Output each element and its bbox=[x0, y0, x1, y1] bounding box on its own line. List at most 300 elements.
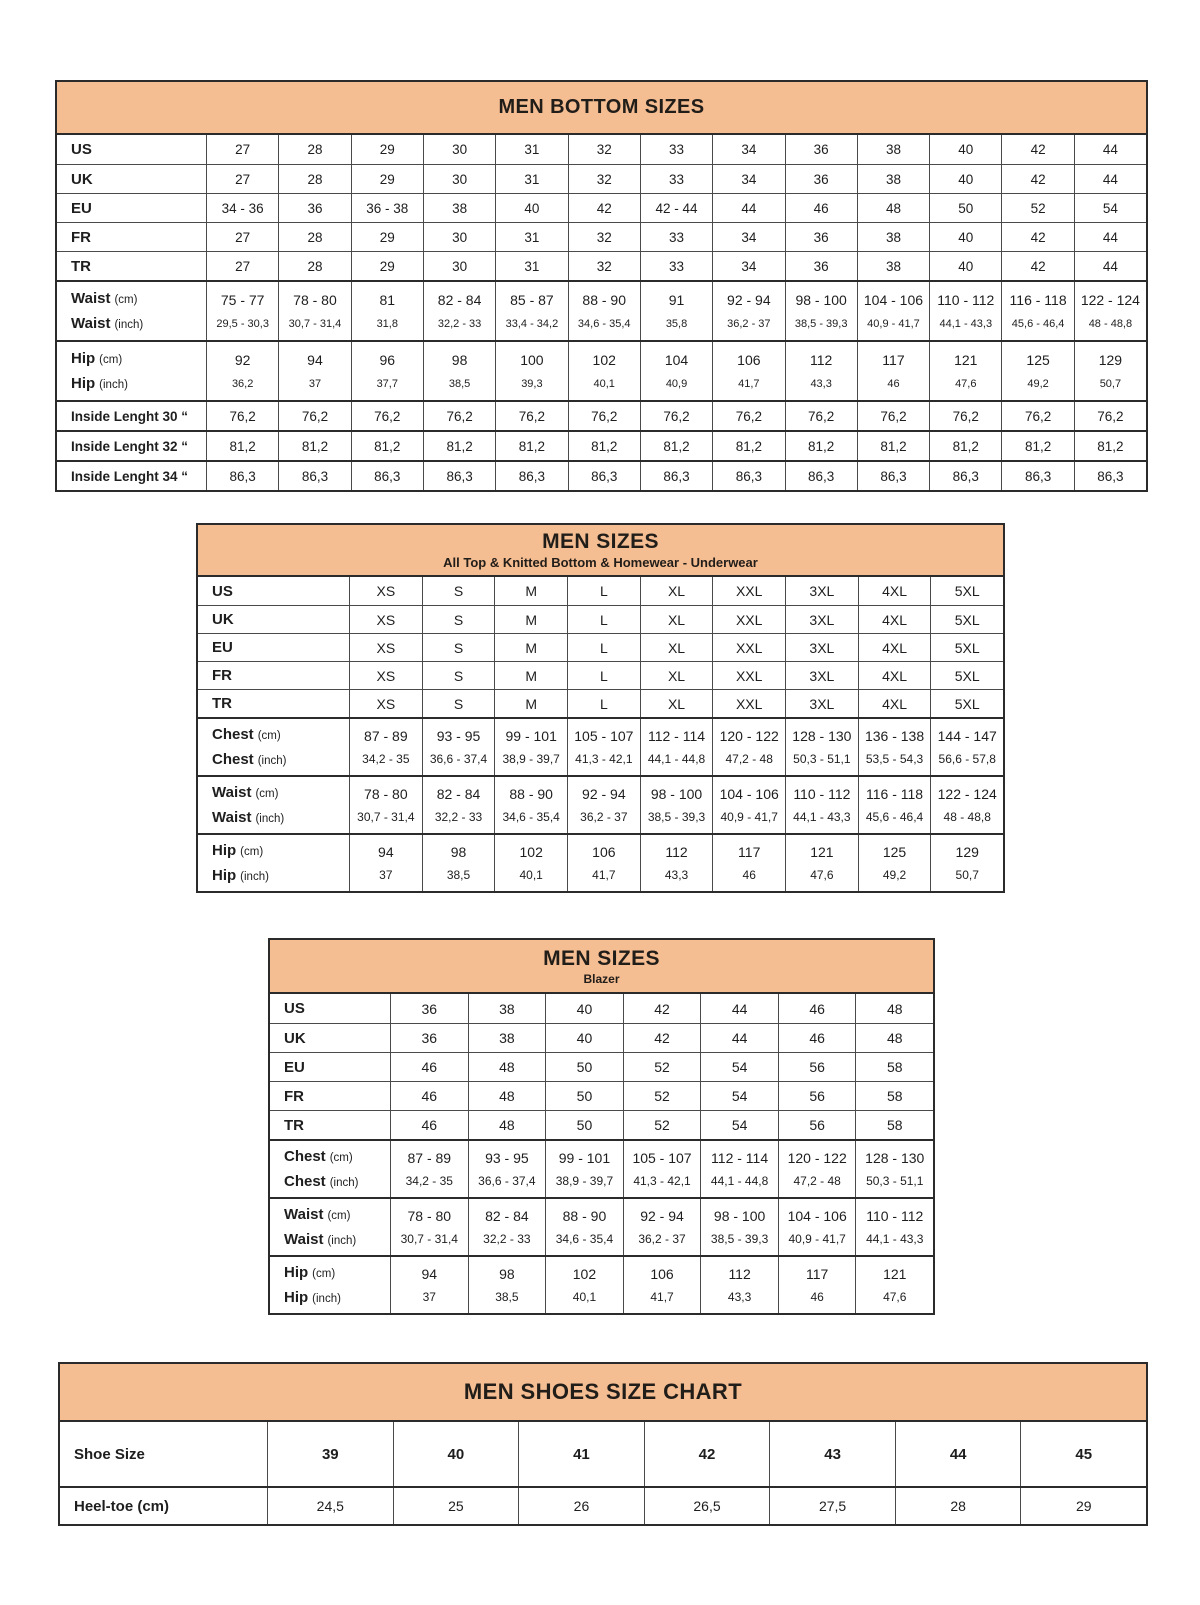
table-cell bbox=[712, 342, 784, 400]
table-cell: 48 bbox=[857, 194, 929, 222]
table-cell bbox=[468, 1257, 546, 1313]
row-label bbox=[57, 252, 206, 280]
table-cell: 30 bbox=[423, 165, 495, 193]
table-cell: 30 bbox=[423, 135, 495, 164]
table-cell: 81,2 bbox=[640, 432, 712, 460]
table-cell: 31 bbox=[495, 252, 567, 280]
value-inch: 43,3 bbox=[810, 378, 832, 390]
table-cell bbox=[494, 777, 567, 833]
table-cell: 40 bbox=[545, 994, 623, 1023]
value-cm: 82 - 84 bbox=[437, 292, 482, 308]
table-cell: 81,2 bbox=[568, 432, 640, 460]
value-cm: 125 bbox=[1026, 352, 1050, 368]
value-cm: 128 - 130 bbox=[792, 727, 852, 744]
table-cell bbox=[545, 1257, 623, 1313]
row-label-text: EU bbox=[71, 199, 92, 217]
value-cm: 110 - 112 bbox=[866, 1207, 924, 1224]
table-cell: 50 bbox=[929, 194, 1001, 222]
value-cm: 87 - 89 bbox=[407, 1149, 452, 1166]
table-cell: 42 bbox=[1001, 165, 1073, 193]
value-cm: 105 - 107 bbox=[574, 727, 634, 744]
row-label-unit: (inch) bbox=[329, 1176, 359, 1189]
table-cell bbox=[785, 835, 858, 891]
value-cm: 93 - 95 bbox=[436, 727, 481, 744]
row-label-text: Waist bbox=[71, 315, 111, 332]
table-cell: 28 bbox=[278, 165, 350, 193]
table-cell: 58 bbox=[855, 1111, 933, 1139]
row-label-unit: (cm) bbox=[240, 846, 264, 859]
value-cm: 112 bbox=[665, 843, 688, 860]
table-cell: S bbox=[422, 690, 495, 717]
table-cell: 44 bbox=[1074, 135, 1146, 164]
table-cell: 45 bbox=[1020, 1422, 1146, 1486]
table-cell bbox=[857, 342, 929, 400]
table-cell: 38 bbox=[857, 135, 929, 164]
value-inch: 40,1 bbox=[519, 868, 543, 883]
value-cm: 98 - 100 bbox=[650, 785, 703, 802]
table-row bbox=[198, 775, 1003, 833]
value-inch: 37,7 bbox=[376, 378, 398, 390]
table-cell: 52 bbox=[623, 1082, 701, 1110]
table-cell: 76,2 bbox=[351, 402, 423, 430]
value-cm: 106 bbox=[650, 1265, 674, 1282]
table-cell: 86,3 bbox=[351, 462, 423, 490]
table-cell: 29 bbox=[351, 135, 423, 164]
table-cell bbox=[712, 835, 785, 891]
table-cell: XXL bbox=[712, 690, 785, 717]
table-cell: S bbox=[422, 606, 495, 633]
value-cm: 98 bbox=[499, 1265, 515, 1282]
table-cell: 38 bbox=[468, 994, 546, 1023]
table-cell bbox=[929, 342, 1001, 400]
table-cell: 32 bbox=[568, 165, 640, 193]
table-cell bbox=[623, 1141, 701, 1197]
value-cm: 102 bbox=[592, 352, 616, 368]
value-cm: 116 - 118 bbox=[865, 785, 924, 802]
table-cell: 46 bbox=[778, 1024, 856, 1052]
table-cell: 81,2 bbox=[278, 432, 350, 460]
value-inch: 45,6 - 46,4 bbox=[865, 810, 924, 825]
value-inch: 47,2 - 48 bbox=[725, 752, 773, 767]
table-cell: 33 bbox=[640, 135, 712, 164]
value-inch: 50,3 - 51,1 bbox=[866, 1174, 924, 1189]
table-cell: 38 bbox=[423, 194, 495, 222]
table-cell bbox=[640, 282, 712, 340]
table-cell: 42 - 44 bbox=[640, 194, 712, 222]
value-inch: 31,8 bbox=[376, 318, 398, 330]
value-cm: 98 - 100 bbox=[795, 292, 847, 308]
row-label-unit: (inch) bbox=[257, 754, 287, 767]
value-cm: 98 bbox=[450, 843, 467, 860]
table-cell bbox=[494, 835, 567, 891]
table-cell bbox=[929, 282, 1001, 340]
row-label-unit: (cm) bbox=[99, 354, 123, 366]
table-cell: 42 bbox=[623, 994, 701, 1023]
table-cell: 27 bbox=[206, 252, 278, 280]
value-cm: 82 - 84 bbox=[485, 1207, 529, 1224]
row-label bbox=[198, 777, 349, 833]
table-cell: 44 bbox=[1074, 165, 1146, 193]
table-cell: 54 bbox=[700, 1082, 778, 1110]
table-cell bbox=[778, 1257, 856, 1313]
table-cell bbox=[930, 777, 1003, 833]
table-cell: 86,3 bbox=[857, 462, 929, 490]
table-cell: 76,2 bbox=[423, 402, 495, 430]
row-label bbox=[270, 994, 390, 1023]
table-cell bbox=[422, 835, 495, 891]
table-cell: 29 bbox=[351, 252, 423, 280]
value-inch: 46 bbox=[742, 868, 756, 883]
table-cell: 36 bbox=[785, 223, 857, 251]
table-cell bbox=[712, 282, 784, 340]
table-cell: 56 bbox=[778, 1082, 856, 1110]
value-cm: 102 bbox=[572, 1265, 597, 1282]
value-inch: 38,9 - 39,7 bbox=[555, 1174, 614, 1189]
row-label bbox=[60, 1422, 267, 1486]
table-cell bbox=[858, 777, 931, 833]
table-cell bbox=[623, 1257, 701, 1313]
table-row bbox=[198, 661, 1003, 689]
table-row bbox=[198, 633, 1003, 661]
value-inch: 36,6 - 37,4 bbox=[429, 752, 488, 767]
row-label-text: TR bbox=[284, 1116, 304, 1134]
value-inch: 33,4 - 34,2 bbox=[505, 318, 559, 330]
table-cell: XL bbox=[640, 662, 713, 689]
value-inch: 40,9 - 41,7 bbox=[720, 810, 778, 825]
table-cell: 76,2 bbox=[495, 402, 567, 430]
value-cm: 106 bbox=[737, 352, 761, 368]
row-label-text: Waist bbox=[212, 808, 252, 826]
value-inch: 30,7 - 31,4 bbox=[400, 1232, 458, 1247]
table-cell: 76,2 bbox=[1074, 402, 1146, 430]
table-cell: L bbox=[567, 662, 640, 689]
table-cell bbox=[1074, 342, 1146, 400]
table-cell: 76,2 bbox=[929, 402, 1001, 430]
table-header bbox=[57, 82, 1146, 135]
value-cm: 88 - 90 bbox=[509, 785, 553, 802]
row-label-text: EU bbox=[284, 1058, 305, 1076]
table-cell: 40 bbox=[929, 252, 1001, 280]
value-inch: 29,5 - 30,3 bbox=[216, 318, 269, 330]
table-cell: 81,2 bbox=[495, 432, 567, 460]
row-label-unit: (inch) bbox=[99, 379, 128, 391]
table-cell bbox=[390, 1199, 468, 1255]
row-label-text: Waist bbox=[71, 290, 111, 307]
table-cell bbox=[422, 777, 495, 833]
table-cell: 86,3 bbox=[206, 462, 278, 490]
row-label bbox=[198, 835, 349, 891]
table-cell: 5XL bbox=[930, 634, 1003, 661]
table-cell bbox=[778, 1141, 856, 1197]
table-cell: 81,2 bbox=[206, 432, 278, 460]
value-inch: 47,2 - 48 bbox=[793, 1174, 841, 1189]
table-cell bbox=[568, 342, 640, 400]
table-cell: 44 bbox=[895, 1422, 1021, 1486]
table-cell: 36 bbox=[390, 994, 468, 1023]
table-cell: 46 bbox=[390, 1111, 468, 1139]
table-row bbox=[57, 400, 1146, 430]
value-cm: 125 bbox=[882, 843, 907, 860]
table-cell: 46 bbox=[390, 1053, 468, 1081]
table-cell bbox=[349, 719, 422, 775]
table-cell: 76,2 bbox=[278, 402, 350, 430]
value-inch: 45,6 - 46,4 bbox=[1011, 318, 1065, 330]
value-cm: 92 - 94 bbox=[582, 785, 626, 802]
table-cell bbox=[1074, 282, 1146, 340]
value-inch: 35,8 bbox=[665, 318, 688, 330]
table-cell: XL bbox=[640, 606, 713, 633]
value-inch: 38,5 bbox=[446, 868, 471, 883]
value-inch: 44,1 - 43,3 bbox=[793, 810, 851, 825]
table-cell: 81,2 bbox=[423, 432, 495, 460]
table-cell: 76,2 bbox=[857, 402, 929, 430]
table-cell: 29 bbox=[351, 223, 423, 251]
table-cell: 76,2 bbox=[1001, 402, 1073, 430]
value-inch: 30,7 - 31,4 bbox=[357, 810, 415, 825]
value-cm: 78 - 80 bbox=[407, 1207, 452, 1224]
men-blazer-sizes-table bbox=[268, 938, 935, 1315]
row-label-text: Hip bbox=[71, 375, 96, 392]
value-inch: 44,1 - 44,8 bbox=[710, 1174, 769, 1189]
value-cm: 121 bbox=[883, 1265, 907, 1282]
table-row bbox=[57, 251, 1146, 280]
table-cell bbox=[468, 1199, 546, 1255]
table-cell: 54 bbox=[700, 1053, 778, 1081]
table-cell: 30 bbox=[423, 223, 495, 251]
value-inch: 41,3 - 42,1 bbox=[633, 1174, 691, 1189]
row-label bbox=[270, 1053, 390, 1081]
table-cell: 86,3 bbox=[1074, 462, 1146, 490]
value-inch: 41,3 - 42,1 bbox=[575, 752, 633, 767]
row-label bbox=[57, 402, 206, 430]
table-body bbox=[270, 994, 933, 1313]
value-cm: 102 bbox=[519, 843, 543, 860]
row-label bbox=[270, 1257, 390, 1313]
table-cell: 3XL bbox=[785, 634, 858, 661]
value-inch: 36,2 - 37 bbox=[580, 810, 628, 825]
table-row bbox=[57, 460, 1146, 490]
table-cell: 44 bbox=[700, 1024, 778, 1052]
table-cell: 86,3 bbox=[785, 462, 857, 490]
row-label-text: UK bbox=[71, 170, 93, 188]
value-cm: 99 - 101 bbox=[505, 727, 557, 744]
table-cell: 42 bbox=[1001, 135, 1073, 164]
value-cm: 92 - 94 bbox=[727, 292, 771, 308]
value-cm: 96 bbox=[379, 352, 396, 368]
value-inch: 49,2 bbox=[1027, 378, 1049, 390]
value-inch: 40,1 bbox=[572, 1290, 597, 1305]
table-cell bbox=[785, 777, 858, 833]
value-cm: 117 bbox=[738, 843, 761, 860]
table-cell: 27 bbox=[206, 223, 278, 251]
row-label bbox=[57, 342, 206, 400]
table-body bbox=[57, 135, 1146, 490]
table-cell: 40 bbox=[929, 135, 1001, 164]
row-label bbox=[198, 690, 349, 717]
table-row bbox=[198, 577, 1003, 605]
table-row bbox=[198, 717, 1003, 775]
value-inch: 34,2 - 35 bbox=[362, 752, 410, 767]
row-label bbox=[198, 662, 349, 689]
row-label-text: Hip bbox=[284, 1264, 309, 1282]
row-label-text: Chest bbox=[284, 1148, 326, 1166]
value-inch: 43,3 bbox=[664, 868, 689, 883]
value-cm: 105 - 107 bbox=[632, 1149, 692, 1166]
table-cell: L bbox=[567, 690, 640, 717]
table-cell bbox=[567, 719, 640, 775]
row-label-text: EU bbox=[212, 639, 233, 656]
table-title: MEN SIZES bbox=[543, 946, 660, 970]
table-cell bbox=[206, 342, 278, 400]
table-cell: 28 bbox=[895, 1488, 1021, 1524]
row-label-text: UK bbox=[284, 1029, 306, 1047]
value-cm: 121 bbox=[954, 352, 978, 368]
table-cell bbox=[700, 1257, 778, 1313]
table-cell: 5XL bbox=[930, 690, 1003, 717]
table-row bbox=[60, 1486, 1146, 1524]
table-cell bbox=[855, 1199, 933, 1255]
table-cell: 48 bbox=[468, 1082, 546, 1110]
table-cell: 42 bbox=[644, 1422, 770, 1486]
table-cell bbox=[351, 282, 423, 340]
table-cell bbox=[567, 777, 640, 833]
value-inch: 38,5 - 39,3 bbox=[794, 318, 848, 330]
value-cm: 82 - 84 bbox=[436, 785, 481, 802]
table-cell: 4XL bbox=[858, 634, 931, 661]
row-label-unit: (inch) bbox=[114, 319, 144, 331]
table-cell bbox=[495, 282, 567, 340]
value-inch: 38,5 bbox=[448, 378, 471, 390]
value-cm: 120 - 122 bbox=[787, 1149, 847, 1166]
table-cell: 4XL bbox=[858, 606, 931, 633]
table-cell: 56 bbox=[778, 1053, 856, 1081]
row-label-text: Hip bbox=[212, 866, 237, 884]
table-cell: XXL bbox=[712, 577, 785, 605]
value-inch: 38,5 bbox=[495, 1290, 519, 1305]
table-cell: 40 bbox=[393, 1422, 519, 1486]
row-label-text: FR bbox=[71, 228, 91, 246]
table-cell: 43 bbox=[769, 1422, 895, 1486]
table-cell bbox=[858, 719, 931, 775]
table-cell: 25 bbox=[393, 1488, 519, 1524]
value-inch: 47,6 bbox=[883, 1290, 907, 1305]
value-inch: 36,2 bbox=[231, 378, 254, 390]
value-cm: 78 - 80 bbox=[364, 785, 408, 802]
row-label-text: Chest bbox=[284, 1172, 326, 1190]
table-cell: 38 bbox=[468, 1024, 546, 1052]
table-cell: 58 bbox=[855, 1082, 933, 1110]
value-inch: 41,7 bbox=[738, 378, 760, 390]
table-header bbox=[270, 940, 933, 994]
table-cell: 33 bbox=[640, 223, 712, 251]
table-cell bbox=[206, 282, 278, 340]
value-inch: 40,9 bbox=[665, 378, 688, 390]
table-cell: 30 bbox=[423, 252, 495, 280]
table-cell: M bbox=[494, 606, 567, 633]
table-cell: 27,5 bbox=[769, 1488, 895, 1524]
table-cell bbox=[857, 282, 929, 340]
table-cell: 50 bbox=[545, 1111, 623, 1139]
table-cell: M bbox=[494, 690, 567, 717]
table-cell: 27 bbox=[206, 135, 278, 164]
table-cell bbox=[278, 342, 350, 400]
value-inch: 50,7 bbox=[1099, 378, 1122, 390]
value-inch: 44,1 - 44,8 bbox=[647, 752, 706, 767]
table-cell: 46 bbox=[778, 994, 856, 1023]
value-inch: 56,6 - 57,8 bbox=[938, 752, 996, 767]
table-cell: S bbox=[422, 662, 495, 689]
table-cell: 26,5 bbox=[644, 1488, 770, 1524]
table-cell: M bbox=[494, 662, 567, 689]
table-cell: 86,3 bbox=[423, 462, 495, 490]
table-cell: XS bbox=[349, 690, 422, 717]
table-row bbox=[270, 994, 933, 1023]
table-cell bbox=[700, 1141, 778, 1197]
table-row bbox=[60, 1422, 1146, 1486]
table-cell bbox=[390, 1141, 468, 1197]
table-row bbox=[270, 1197, 933, 1255]
table-cell: 52 bbox=[1001, 194, 1073, 222]
table-row bbox=[270, 1255, 933, 1313]
table-cell: 58 bbox=[855, 1053, 933, 1081]
table-row bbox=[57, 280, 1146, 340]
table-cell: 36 bbox=[278, 194, 350, 222]
table-cell: XS bbox=[349, 606, 422, 633]
value-inch: 48 - 48,8 bbox=[943, 810, 991, 825]
men-top-sizes-table bbox=[196, 523, 1005, 893]
table-cell: 33 bbox=[640, 165, 712, 193]
value-inch: 37 bbox=[379, 868, 393, 883]
table-cell: 40 bbox=[495, 194, 567, 222]
value-cm: 117 bbox=[806, 1265, 829, 1282]
table-cell bbox=[700, 1199, 778, 1255]
value-inch: 48 - 48,8 bbox=[1088, 318, 1133, 330]
row-label-unit: (cm) bbox=[114, 294, 138, 306]
row-label-text: Shoe Size bbox=[74, 1445, 145, 1463]
table-subtitle: Blazer bbox=[583, 971, 620, 986]
value-cm: 110 - 112 bbox=[793, 785, 851, 802]
table-cell: 44 bbox=[700, 994, 778, 1023]
row-label bbox=[60, 1488, 267, 1524]
value-cm: 98 bbox=[451, 352, 468, 368]
table-cell bbox=[351, 342, 423, 400]
table-cell: 3XL bbox=[785, 606, 858, 633]
table-title: MEN BOTTOM SIZES bbox=[498, 96, 705, 118]
value-inch: 50,7 bbox=[955, 868, 979, 883]
value-inch: 38,9 - 39,7 bbox=[502, 752, 560, 767]
table-cell: XXL bbox=[712, 634, 785, 661]
table-cell: 44 bbox=[1074, 252, 1146, 280]
table-cell: 4XL bbox=[858, 690, 931, 717]
table-cell bbox=[858, 835, 931, 891]
value-cm: 104 - 106 bbox=[863, 292, 924, 308]
value-cm: 117 bbox=[882, 352, 905, 368]
table-row bbox=[57, 340, 1146, 400]
value-inch: 32,2 - 33 bbox=[437, 318, 482, 330]
table-cell: 76,2 bbox=[785, 402, 857, 430]
row-label-text: Waist bbox=[284, 1230, 324, 1248]
table-row bbox=[198, 605, 1003, 633]
value-cm: 129 bbox=[1098, 352, 1123, 368]
value-cm: 104 bbox=[664, 352, 689, 368]
table-cell: 76,2 bbox=[206, 402, 278, 430]
value-cm: 75 - 77 bbox=[220, 292, 265, 308]
table-cell: 5XL bbox=[930, 662, 1003, 689]
table-cell: L bbox=[567, 577, 640, 605]
table-cell: M bbox=[494, 634, 567, 661]
table-cell: 38 bbox=[857, 223, 929, 251]
table-cell: L bbox=[567, 606, 640, 633]
